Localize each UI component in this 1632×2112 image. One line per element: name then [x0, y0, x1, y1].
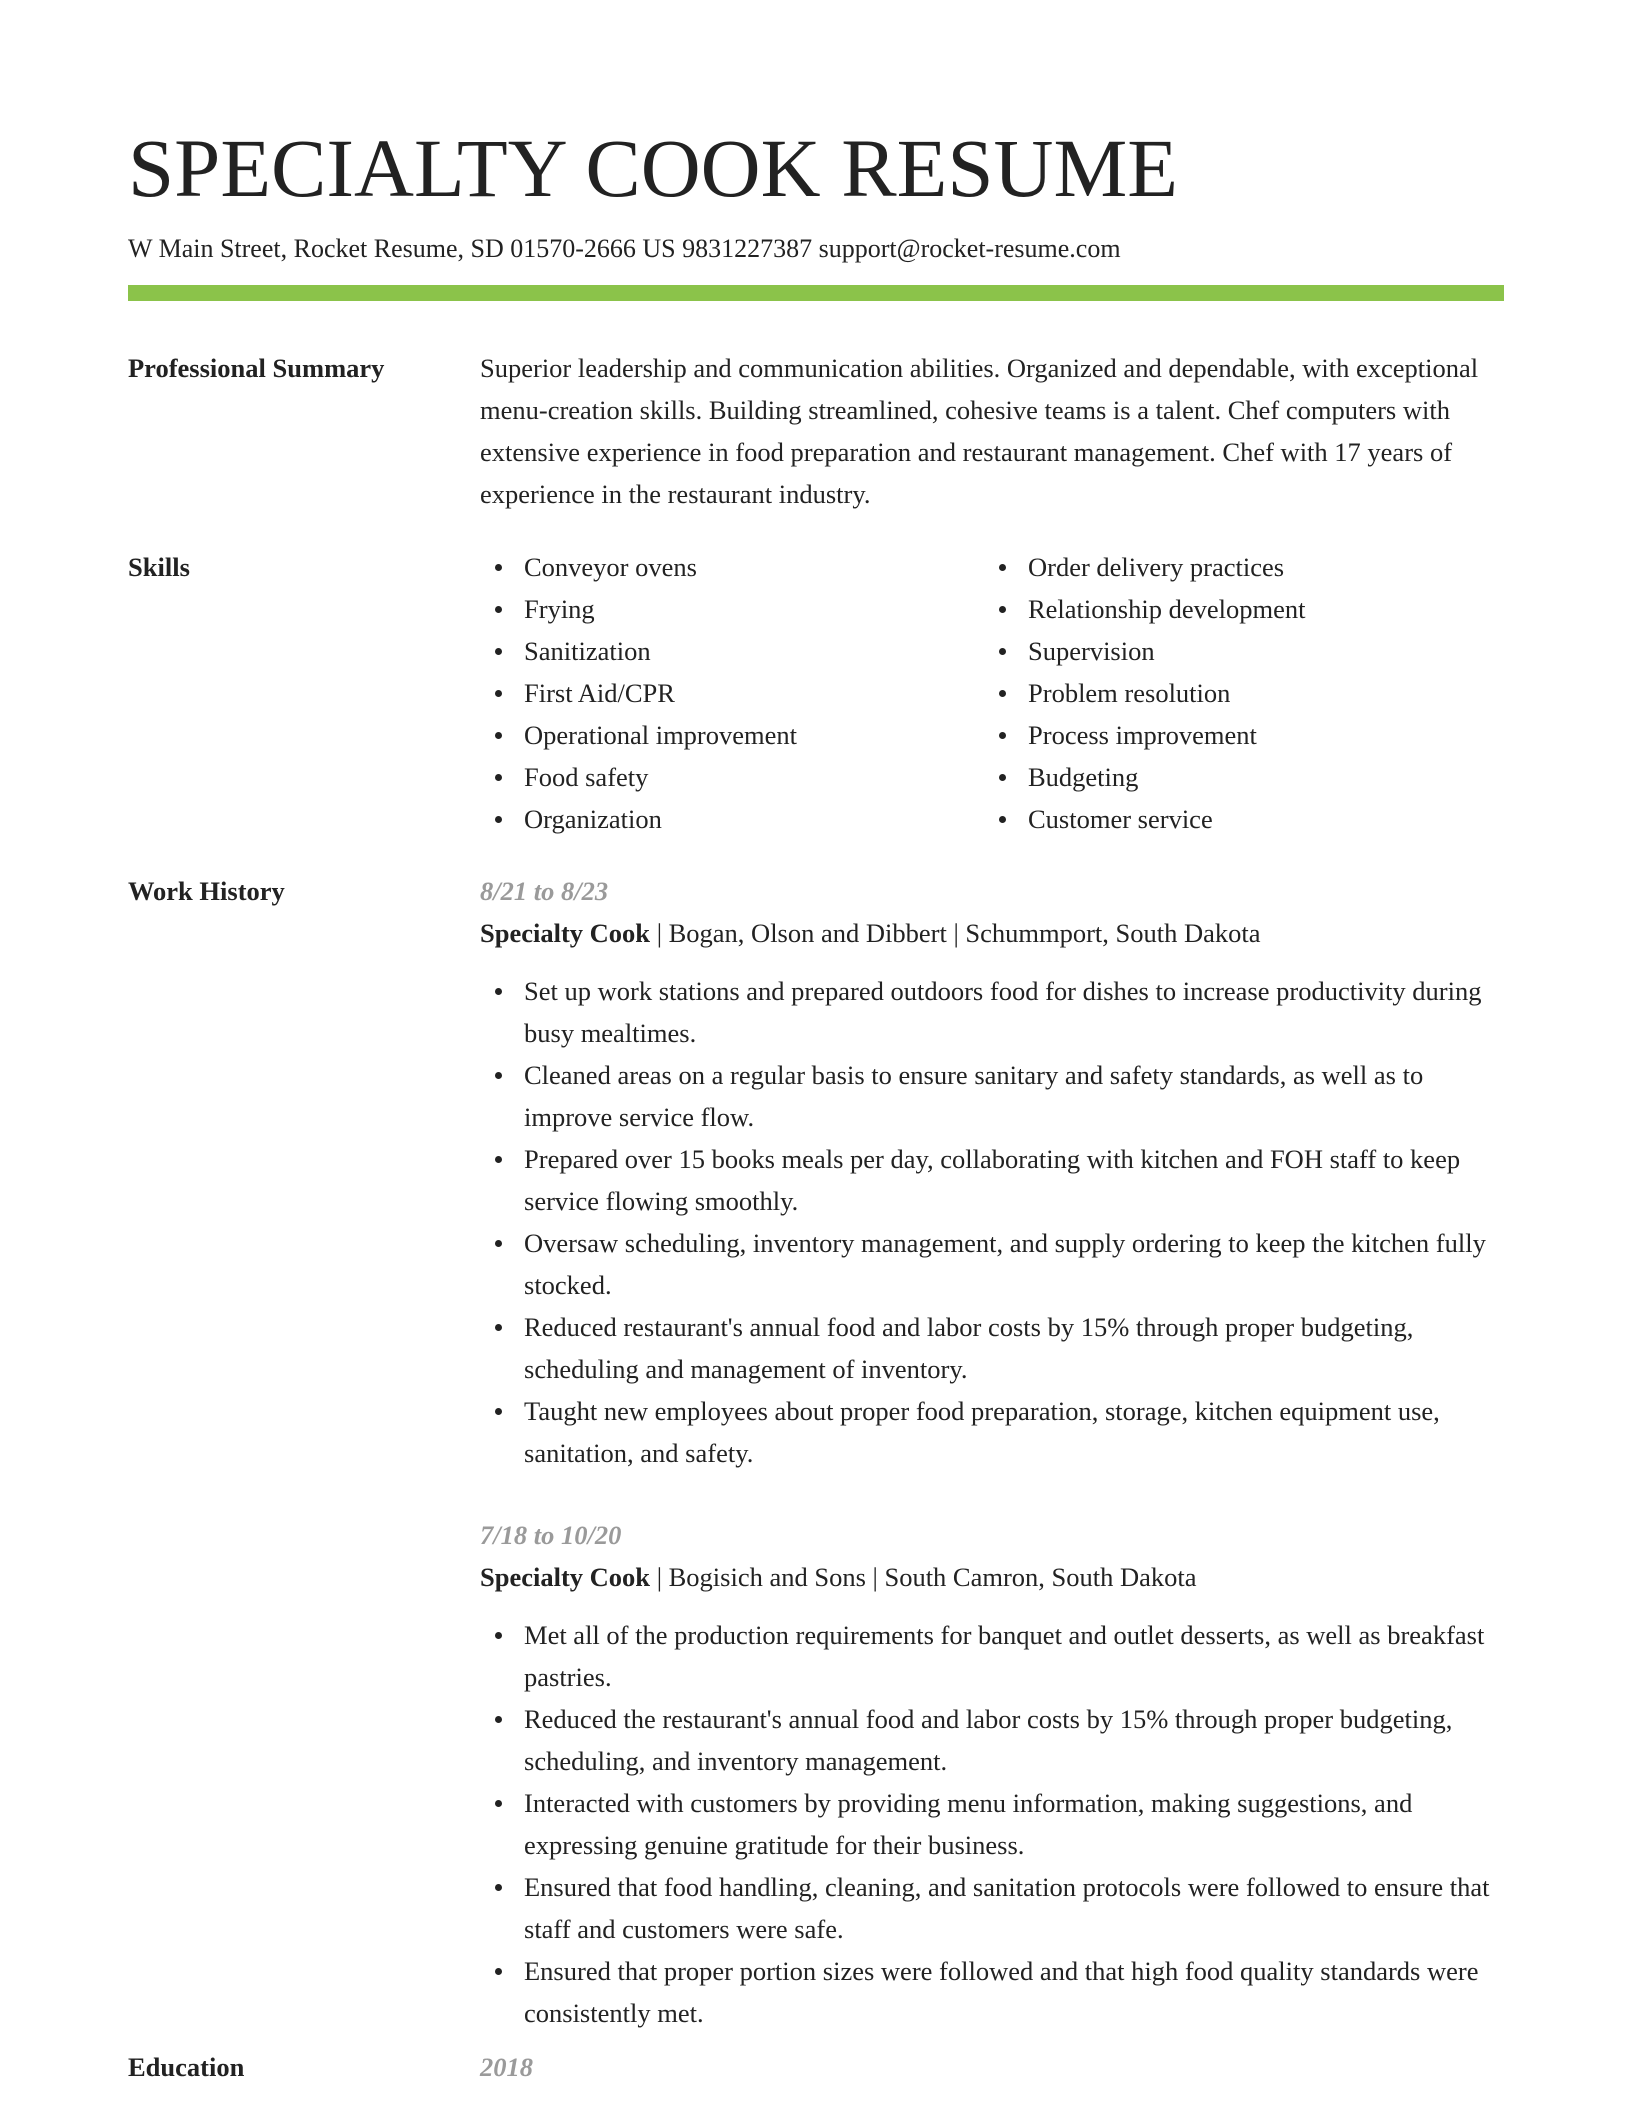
job-heading	[480, 1556, 1504, 1598]
skill-item: Budgeting	[984, 756, 1488, 798]
skills-columns	[480, 546, 1504, 840]
duty-item: Cleaned areas on a regular basis to ensure sanitary and safety standards, as well as to improve service flow.	[480, 1054, 1504, 1138]
job-heading	[480, 912, 1504, 954]
summary-body	[480, 347, 1504, 515]
duty-item: Reduced restaurant's annual food and labor costs by 15% through proper budgeting, scheduling and management of inventory.	[480, 1306, 1504, 1390]
duty-item: Oversaw scheduling, inventory management, and supply ordering to keep the kitchen fully stocked.	[480, 1222, 1504, 1306]
skill-item: Order delivery practices	[984, 546, 1488, 588]
skill-item: Operational improvement	[480, 714, 984, 756]
work-history-body	[480, 870, 1504, 2074]
job-title: Specialty Cook	[480, 1562, 651, 1592]
skills-list-left	[480, 546, 984, 840]
education-heading: Education	[128, 2052, 245, 2082]
job-title: Specialty Cook	[480, 918, 651, 948]
duty-item: Prepared over 15 books meals per day, collaborating with kitchen and FOH staff to keep service flowing smoothly.	[480, 1138, 1504, 1222]
duty-item: Met all of the production requirements for banquet and outlet desserts, as well as breakfast pastries.	[480, 1614, 1504, 1698]
skill-item: Frying	[480, 588, 984, 630]
job-dates: 8/21 to 8/23	[480, 876, 609, 906]
skill-item: Problem resolution	[984, 672, 1488, 714]
job-dates: 7/18 to 10/20	[480, 1520, 622, 1550]
skill-item: Relationship development	[984, 588, 1488, 630]
contact-info: W Main Street, Rocket Resume, SD 01570-2666 US 9831227387 support@rocket-resume.com	[128, 234, 1121, 263]
duty-item: Set up work stations and prepared outdoors food for dishes to increase productivity during busy mealtimes.	[480, 970, 1504, 1054]
work-history-heading: Work History	[128, 876, 285, 906]
duty-item: Ensured that proper portion sizes were followed and that high food quality standards were consistently met.	[480, 1950, 1504, 2034]
duty-item: Interacted with customers by providing menu information, making suggestions, and expressing genuine gratitude for their business.	[480, 1782, 1504, 1866]
skill-item: Sanitization	[480, 630, 984, 672]
skill-item: Food safety	[480, 756, 984, 798]
summary-text: Superior leadership and communication abilities. Organized and dependable, with exceptional menu-creation skills. Building streamlined, cohesive teams is a talent. Chef computers with extensive experience in food preparation and restaurant management. Chef with 17 years of experience in the restaurant industry.	[480, 353, 1479, 509]
skills-body	[480, 546, 1504, 840]
duty-item: Reduced the restaurant's annual food and labor costs by 15% through proper budgeting, scheduling, and inventory management.	[480, 1698, 1504, 1782]
accent-divider	[128, 285, 1504, 301]
skills-heading: Skills	[128, 552, 190, 582]
skill-item: First Aid/CPR	[480, 672, 984, 714]
education-date: 2018	[480, 2052, 533, 2082]
job-entry	[480, 870, 1504, 1474]
skill-item: Process improvement	[984, 714, 1488, 756]
summary-heading: Professional Summary	[128, 353, 385, 383]
duty-item: Ensured that food handling, cleaning, and sanitation protocols were followed to ensure that staff and customers were safe.	[480, 1866, 1504, 1950]
skill-item: Conveyor ovens	[480, 546, 984, 588]
job-duties	[480, 970, 1504, 1474]
duty-item: Taught new employees about proper food preparation, storage, kitchen equipment use, sanitation, and safety.	[480, 1390, 1504, 1474]
job-employer-location: | Bogisich and Sons | South Camron, South Dakota	[650, 1562, 1197, 1592]
skill-item: Supervision	[984, 630, 1488, 672]
skill-item: Organization	[480, 798, 984, 840]
skill-item: Customer service	[984, 798, 1488, 840]
resume-title: SPECIALTY COOK RESUME	[128, 122, 1178, 214]
job-employer-location: | Bogan, Olson and Dibbert | Schummport, South Dakota	[650, 918, 1261, 948]
job-duties	[480, 1614, 1504, 2034]
job-entry	[480, 1514, 1504, 2034]
skills-list-right	[984, 546, 1488, 840]
education-body	[480, 2046, 1504, 2088]
